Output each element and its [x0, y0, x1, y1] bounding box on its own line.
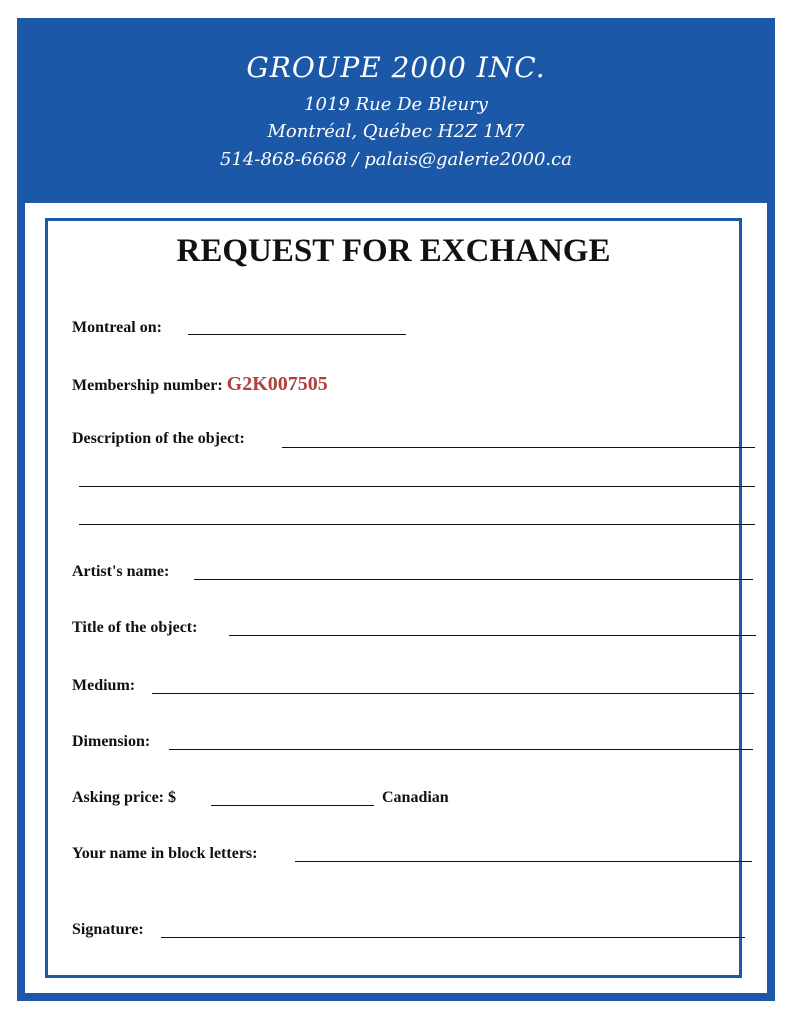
- medium-field[interactable]: [152, 693, 754, 694]
- asking-price-label: Asking price: $: [72, 789, 176, 806]
- letterhead-frame: [17, 18, 775, 1001]
- block-name-field[interactable]: [295, 861, 752, 862]
- signature-label: Signature:: [72, 921, 144, 938]
- asking-price-field[interactable]: [211, 805, 374, 806]
- description-field-line3[interactable]: [79, 524, 755, 525]
- letterhead-header: [17, 18, 775, 203]
- artist-label: Artist's name:: [72, 563, 170, 580]
- medium-label: Medium:: [72, 677, 136, 694]
- membership-label: Membership number:: [72, 377, 223, 394]
- form-title: REQUEST FOR EXCHANGE: [176, 233, 611, 269]
- description-field-line1[interactable]: [282, 447, 755, 448]
- company-name: GROUPE 2000 INC.: [246, 51, 546, 84]
- form-sheet: [25, 203, 767, 993]
- description-label: Description of the object:: [72, 430, 245, 447]
- form-border: [45, 218, 742, 978]
- object-title-label: Title of the object:: [72, 619, 198, 636]
- currency-label: Canadian: [382, 789, 449, 806]
- address-street: 1019 Rue De Bleury: [304, 94, 488, 115]
- block-name-label: Your name in block letters:: [72, 845, 258, 862]
- artist-field[interactable]: [194, 579, 753, 580]
- date-field[interactable]: [188, 334, 406, 335]
- contact-info: 514-868-6668 / palais@galerie2000.ca: [220, 149, 572, 170]
- membership-number: G2K007505: [226, 373, 328, 395]
- address-city: Montréal, Québec H2Z 1M7: [267, 121, 525, 142]
- description-field-line2[interactable]: [79, 486, 755, 487]
- signature-field[interactable]: [161, 937, 745, 938]
- montreal-on-label: Montreal on:: [72, 319, 162, 336]
- dimension-label: Dimension:: [72, 733, 151, 750]
- dimension-field[interactable]: [169, 749, 753, 750]
- object-title-field[interactable]: [229, 635, 756, 636]
- membership-row: [72, 373, 328, 396]
